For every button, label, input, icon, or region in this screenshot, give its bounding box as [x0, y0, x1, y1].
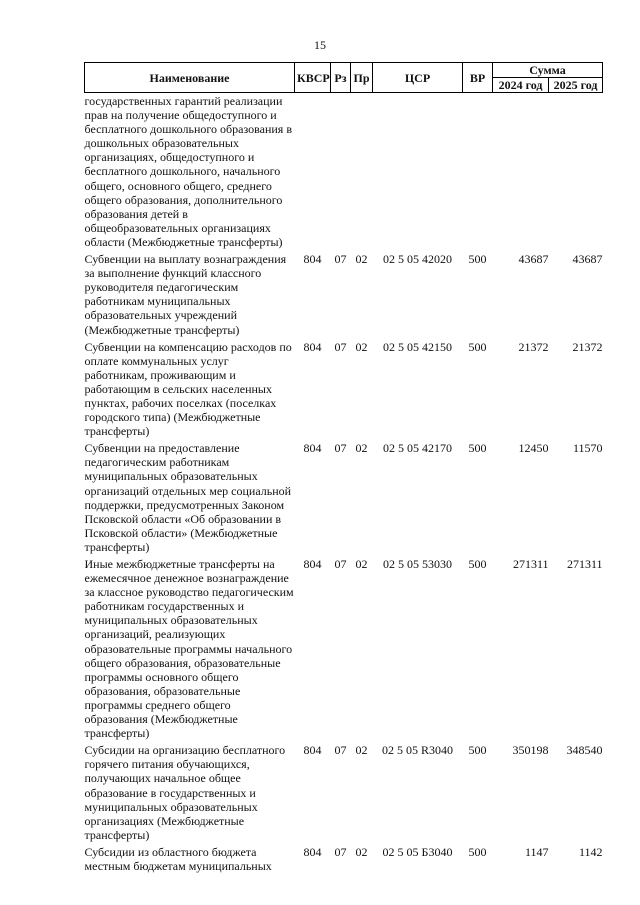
row-pr: 02	[355, 339, 368, 354]
table-row	[85, 742, 603, 844]
row-name: Иные межбюджетные трансферты на ежемесячное денежное вознаграждение за классное руководство педагогическим работникам государственных и муниципальных образовательных организаций, реализующих образовательные программы начального общего образования, образовательные программы основного общего образования, образовательные программы среднего общего образования (Межбюджетные трансферты)	[84, 557, 294, 741]
row-sum-2025	[549, 93, 603, 252]
header-vr: ВР	[463, 63, 493, 93]
header-sum: Сумма	[493, 63, 603, 78]
row-name: Субсидии из областного бюджета местным бюджетам муниципальных	[84, 844, 272, 873]
row-pr: 02	[355, 743, 368, 758]
row-vr: 500	[468, 339, 487, 354]
row-kvsr: 804	[303, 844, 322, 859]
row-name: Субсидии на организацию бесплатного горячего питания обучающихся, получающих начальное общее образование в государственных и муниципальных образовательных организациях (Межбюджетные трансферты)	[84, 743, 286, 842]
row-kvsr: 804	[303, 252, 322, 267]
header-kvsr: КВСР	[295, 63, 331, 93]
row-pr: 02	[355, 844, 368, 859]
header-year-2025: 2025 год	[549, 78, 603, 93]
row-csr: 02 5 05 Б3040	[382, 844, 453, 859]
row-vr: 500	[468, 844, 487, 859]
row-rz	[331, 93, 351, 252]
row-sum-2024: 271311	[512, 557, 549, 571]
table-row	[85, 251, 603, 339]
row-sum-2025: 348540	[566, 743, 603, 758]
row-pr: 02	[355, 252, 368, 267]
row-vr: 500	[468, 557, 487, 571]
row-csr: 02 5 05 42170	[383, 441, 452, 456]
table-row	[85, 556, 603, 742]
row-sum-2025: 11570	[572, 441, 603, 456]
row-rz: 07	[334, 844, 347, 859]
row-rz: 07	[334, 252, 347, 267]
row-kvsr: 804	[303, 557, 322, 571]
row-pr: 02	[355, 441, 368, 456]
row-sum-2024: 12450	[518, 441, 549, 456]
row-rz: 07	[334, 441, 347, 456]
table-body	[85, 93, 603, 876]
row-pr	[351, 93, 373, 252]
row-kvsr: 804	[303, 743, 322, 758]
row-name: Субвенции на компенсацию расходов по оплате коммунальных услуг работникам, проживающим и работающим в сельских населенных пунктах, рабочих поселках (поселках городского типа) (Межбюджетные трансферты)	[84, 339, 292, 439]
table-row	[85, 339, 603, 441]
row-csr: 02 5 05 53030	[383, 557, 452, 571]
row-sum-2025: 271311	[566, 557, 603, 571]
row-sum-2025: 21372	[572, 339, 603, 354]
row-rz: 07	[334, 339, 347, 354]
row-pr: 02	[355, 557, 368, 571]
table-header	[85, 63, 603, 93]
row-csr: 02 5 05 42020	[383, 252, 452, 267]
page-number: 15	[314, 38, 326, 52]
row-rz: 07	[334, 557, 347, 571]
header-rz: Рз	[331, 63, 351, 93]
row-sum-2025: 1142	[578, 844, 603, 859]
table-row	[85, 440, 603, 556]
header-year-2024: 2024 год	[493, 78, 549, 93]
row-csr: 02 5 05 R3040	[381, 743, 453, 758]
header-csr: ЦСР	[373, 63, 463, 93]
row-kvsr: 804	[303, 441, 322, 456]
header-name: Наименование	[85, 63, 295, 93]
row-name: Субвенции на предоставление педагогическим работникам муниципальных образовательных организаций отдельных мер социальной поддержки, предусмотренных Законом Псковской области «Об образовании в Псковской области» (Межбюджетные трансферты)	[84, 441, 292, 554]
row-sum-2024	[493, 93, 549, 252]
row-vr	[463, 93, 493, 252]
row-kvsr: 804	[303, 339, 322, 354]
row-sum-2024: 350198	[512, 743, 549, 758]
row-rz: 07	[334, 743, 347, 758]
row-sum-2024: 1147	[524, 844, 549, 859]
row-sum-2024: 43687	[518, 252, 549, 267]
row-vr: 500	[468, 743, 487, 758]
row-sum-2024: 21372	[518, 339, 549, 354]
row-sum-2025: 43687	[572, 252, 603, 267]
row-csr: 02 5 05 42150	[383, 339, 452, 354]
row-kvsr	[295, 93, 331, 252]
row-csr	[373, 93, 463, 252]
table-row	[85, 844, 603, 875]
table-row	[85, 93, 603, 252]
budget-table	[84, 62, 603, 875]
row-vr: 500	[468, 252, 487, 267]
row-vr: 500	[468, 441, 487, 456]
row-name: Субвенции на выплату вознаграждения за выполнение функций классного руководителя педагогическим работникам муниципальных образовательных учреждений (Межбюджетные трансферты)	[84, 252, 287, 337]
header-pr: Пр	[351, 63, 373, 93]
row-name: государственных гарантий реализации прав на получение общедоступного и бесплатного дошкольного образования в дошкольных образовательных организациях, общедоступного и бесплатного дошкольного, начального общего, основного общего, среднего общего образования, дополнительного образования детей в общеобразовательных организациях области (Межбюджетные трансферты)	[84, 94, 292, 249]
